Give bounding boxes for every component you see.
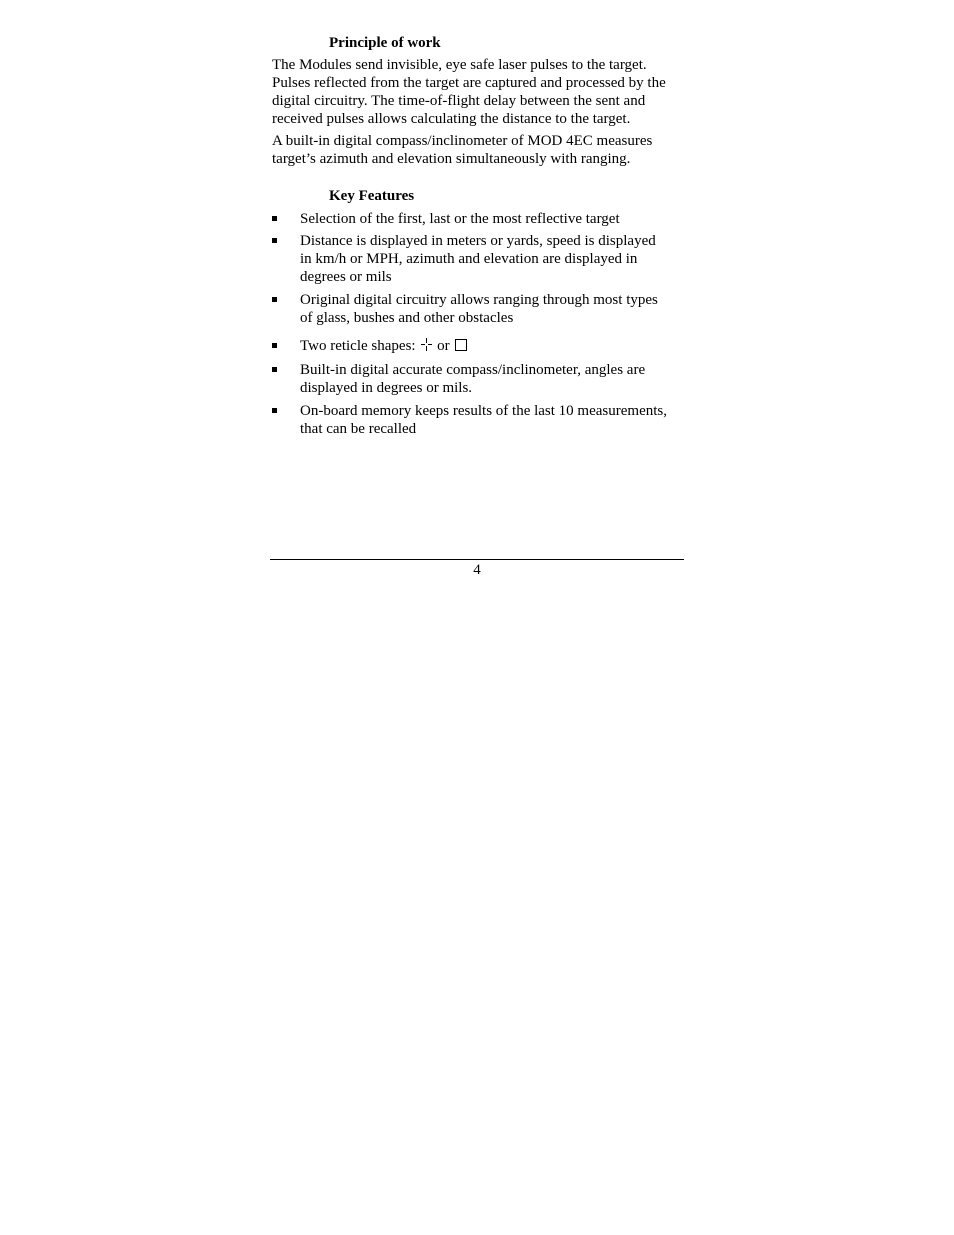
text-line: in km/h or MPH, azimuth and elevation are displayed in (300, 251, 638, 267)
text-line: Selection of the first, last or the most reflective target (300, 211, 620, 227)
bullet-icon (272, 297, 277, 302)
cross-reticle-icon (421, 338, 433, 352)
square-reticle-icon (455, 339, 467, 351)
text-line: that can be recalled (300, 421, 417, 437)
list-item-text (300, 402, 690, 438)
list-item-text (300, 291, 690, 327)
text-line: degrees or mils (300, 269, 392, 285)
text-line: received pulses allows calculating the distance to the target. (272, 111, 631, 127)
bullet-icon (272, 408, 277, 413)
text-line: On-board memory keeps results of the last 10 measurements, (300, 403, 667, 419)
bullet-icon (272, 343, 277, 348)
list-item-text (300, 232, 690, 286)
text-line: displayed in degrees or mils. (300, 380, 473, 396)
reticle-prefix: Two reticle shapes: (300, 338, 416, 354)
principle-paragraph-1 (272, 56, 684, 128)
text-line (300, 337, 690, 355)
text-line: of glass, bushes and other obstacles (300, 310, 514, 326)
text-line: digital circuitry. The time-of-flight delay between the sent and (272, 93, 646, 109)
list-item-text (300, 210, 690, 228)
reticle-joiner: or (437, 338, 450, 354)
list-item-text (300, 361, 690, 397)
key-features-heading: Key Features (329, 188, 415, 204)
bullet-icon (272, 367, 277, 372)
text-line: The Modules send invisible, eye safe laser pulses to the target. (272, 57, 647, 73)
text-line: Distance is displayed in meters or yards, speed is displayed (300, 233, 656, 249)
text-line: target’s azimuth and elevation simultaneously with ranging. (272, 151, 631, 167)
text-line: Pulses reflected from the target are captured and processed by the (272, 75, 666, 91)
text-line: A built-in digital compass/inclinometer of MOD 4EC measures (272, 133, 653, 149)
page-number: 4 (473, 562, 481, 578)
principle-heading: Principle of work (329, 35, 441, 51)
principle-paragraph-2 (272, 132, 684, 168)
text-line: Built-in digital accurate compass/inclinometer, angles are (300, 362, 646, 378)
list-item-text (300, 337, 690, 355)
bullet-icon (272, 216, 277, 221)
footer-divider (270, 559, 684, 560)
bullet-icon (272, 238, 277, 243)
text-line: Original digital circuitry allows ranging through most types (300, 292, 658, 308)
